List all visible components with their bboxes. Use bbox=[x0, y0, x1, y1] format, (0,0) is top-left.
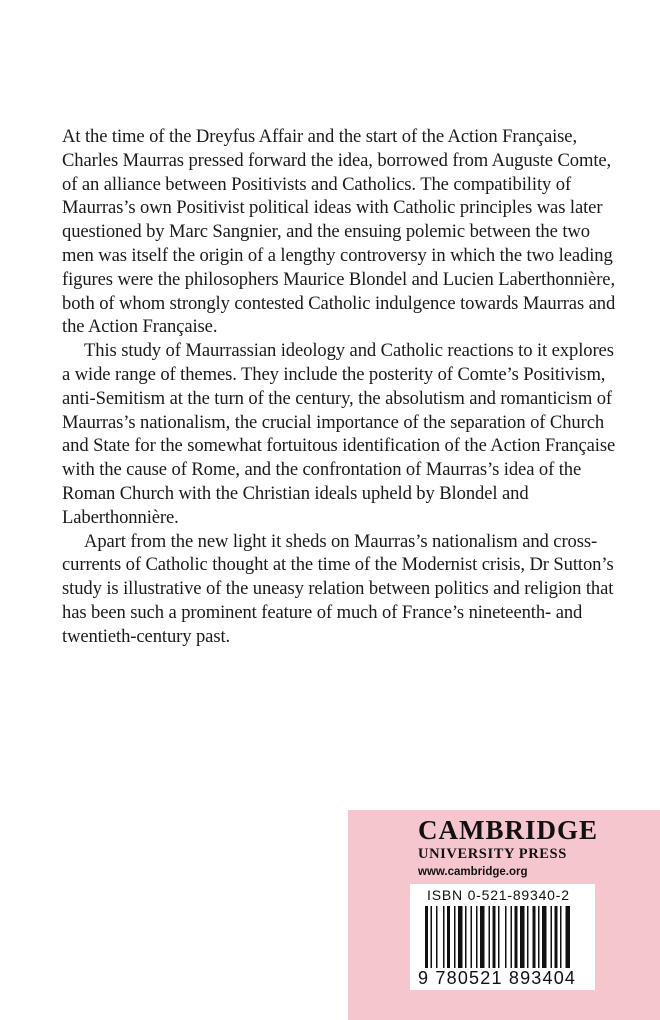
description-paragraph: This study of Maurrassian ideology and Catholic reactions to it explores a wide range of themes. They include the posterity of Comte’s Positivism, anti-Semitism at the turn of the century, the absolutism and romanticism of Maurras’s nationalism, the crucial importance of the separation of Church and State for the somewhat fortuitous identification of the Action Française with the cause of Rome, and the confrontation of Maurras’s idea of the Roman Church with the Christian ideals upheld by Blondel and Laberthonnière. bbox=[62, 340, 616, 528]
barcode-bar bbox=[447, 906, 450, 968]
publisher-name: CAMBRIDGE bbox=[418, 815, 599, 845]
barcode-bar bbox=[533, 906, 536, 968]
description-paragraph: At the time of the Dreyfus Affair and the start of the Action Française, Charles Maurras pressed forward the idea, borrowed from Auguste Comte, of an alliance between Positivists and Catholics. The compatibility of Maurras’s own Positivist political ideas with Catholic principles was later questioned by Marc Sangnier, and the ensuing polemic between the two men was itself the origin of a lengthy controversy in which the two leading figures were the philosophers Maurice Blondel and Lucien Laberthonnière, both of whom strongly contested Catholic indulgence towards Maurras and the Action Française. bbox=[62, 126, 616, 338]
barcode-bar bbox=[480, 906, 485, 968]
barcode-bar bbox=[436, 906, 438, 968]
publisher-subtitle: UNIVERSITY PRESS bbox=[418, 846, 567, 862]
barcode-bar bbox=[520, 906, 525, 968]
barcode-bar bbox=[443, 906, 445, 968]
barcode-bar bbox=[425, 906, 428, 968]
barcode-bar bbox=[538, 906, 540, 968]
barcode-bar bbox=[458, 906, 463, 968]
back-cover-description bbox=[62, 125, 622, 649]
barcode-bar bbox=[551, 906, 553, 968]
barcode bbox=[423, 906, 585, 968]
barcode-bar bbox=[476, 906, 478, 968]
description-paragraph: Apart from the new light it sheds on Maurras’s nationalism and cross-currents of Catholic thought at the time of the Modernist crisis, Dr Sutton’s study is illustrative of the uneasy relation between politics and religion that has been such a prominent feature of much of France’s nineteenth- and twentieth-century past. bbox=[62, 530, 614, 647]
barcode-bar bbox=[431, 906, 433, 968]
barcode-bar bbox=[560, 906, 562, 968]
barcode-bar bbox=[493, 906, 496, 968]
barcode-bar bbox=[555, 906, 558, 968]
isbn-label: ISBN 0-521-89340-2 bbox=[427, 887, 570, 903]
barcode-bar bbox=[505, 906, 507, 968]
barcode-bar bbox=[527, 906, 529, 968]
barcode-bar bbox=[511, 906, 513, 968]
barcode-number: 9 780521 893404 bbox=[418, 968, 577, 988]
barcode-bar bbox=[454, 906, 456, 968]
barcode-bar bbox=[566, 906, 571, 968]
barcode-bar bbox=[542, 906, 547, 968]
barcode-bar bbox=[515, 906, 518, 968]
publisher-website: www.cambridge.org bbox=[418, 866, 528, 878]
barcode-bar bbox=[498, 906, 500, 968]
barcode-bar bbox=[489, 906, 491, 968]
barcode-bar bbox=[465, 906, 467, 968]
barcode-bar bbox=[471, 906, 473, 968]
